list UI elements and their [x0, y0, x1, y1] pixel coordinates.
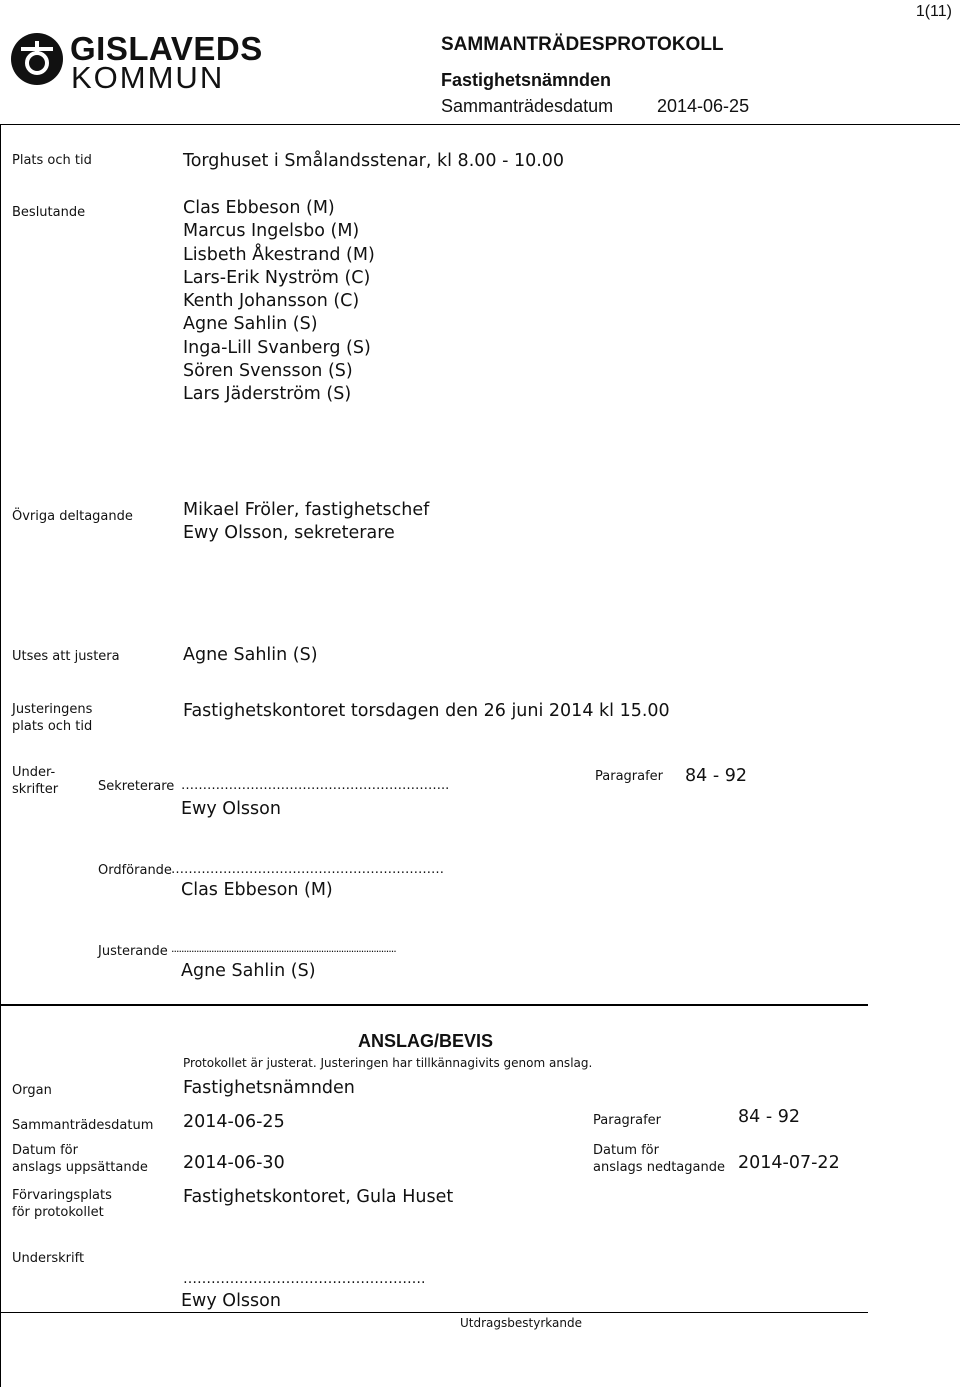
storage-value: Fastighetskontoret, Gula Huset [183, 1187, 454, 1207]
chair-signature-line: ……………………………………………………… [171, 862, 444, 877]
adjust-place-value: Fastighetskontoret torsdagen den 26 juni 2014 kl 15.00 [183, 701, 670, 721]
adjust-place-label-1: Justeringens [12, 702, 93, 717]
storage-label-1: Förvaringsplats [12, 1188, 112, 1203]
posted-label-2: anslags uppsättande [12, 1160, 148, 1175]
left-border [0, 124, 1, 1387]
header-divider [0, 124, 960, 125]
adjuster-signature-name: Agne Sahlin (S) [181, 961, 316, 981]
notice-date-value: 2014-06-25 [183, 1112, 285, 1132]
decision-maker: Lars-Erik Nyström (C) [183, 267, 371, 288]
other-participants-label: Övriga deltagande [12, 509, 133, 524]
decision-maker: Inga-Lill Svanberg (S) [183, 337, 371, 358]
decision-maker: Agne Sahlin (S) [183, 314, 318, 335]
decision-maker: Lisbeth Åkestrand (M) [183, 244, 375, 265]
notice-title: ANSLAG/BEVIS [358, 1031, 494, 1051]
notice-paragraphs-label: Paragrafer [593, 1113, 662, 1128]
adjust-place-label-2: plats och tid [12, 719, 93, 734]
decision-maker: Lars Jäderström (S) [183, 384, 352, 405]
secretary-name: Ewy Olsson [181, 799, 281, 819]
paragraphs-value: 84 - 92 [685, 766, 747, 786]
other-participant: Ewy Olsson, sekreterare [183, 523, 395, 544]
organ-value: Fastighetsnämnden [183, 1078, 355, 1098]
notice-signature-name: Ewy Olsson [181, 1291, 281, 1311]
removed-label-1: Datum för [593, 1143, 659, 1158]
signatures-label-1: Under- [12, 765, 56, 780]
notice-date-label: Sammanträdesdatum [12, 1118, 154, 1133]
adjuster-label: Utses att justera [12, 649, 120, 664]
notice-subtitle: Protokollet är justerat. Justeringen har tillkännagivits genom anslag. [183, 1056, 593, 1070]
page-number: 1(11) [915, 3, 952, 20]
header-date-label: Sammanträdesdatum [441, 96, 614, 116]
document-title: SAMMANTRÄDESPROTOKOLL [441, 34, 724, 55]
decision-makers-label: Beslutande [12, 205, 86, 220]
other-participants-list [183, 499, 429, 546]
bottom-divider [0, 1312, 868, 1313]
decision-maker: Kenth Johansson (C) [183, 291, 360, 312]
header-committee: Fastighetsnämnden [441, 70, 612, 90]
place-label: Plats och tid [12, 153, 92, 168]
signatures-label-2: skrifter [12, 782, 59, 797]
chair-label: Ordförande [98, 863, 172, 878]
organ-label: Organ [12, 1083, 52, 1098]
removed-label-2: anslags nedtagande [593, 1160, 725, 1175]
notice-signature-line: ……………………………………………. [183, 1271, 426, 1287]
paragraphs-label: Paragrafer [595, 769, 664, 784]
decision-makers-list [183, 197, 375, 407]
chair-name: Clas Ebbeson (M) [181, 880, 333, 900]
adjuster-signature-label: Justerande [98, 944, 168, 959]
adjuster-value: Agne Sahlin (S) [183, 645, 318, 665]
logo-name-line2: KOMMUN [71, 60, 225, 95]
secretary-signature-line: …………………………………………………….. [181, 778, 450, 793]
posted-value: 2014-06-30 [183, 1153, 285, 1173]
section-divider [0, 1004, 868, 1006]
decision-maker: Marcus Ingelsbo (M) [183, 221, 360, 242]
place-value: Torghuset i Smålandsstenar, kl 8.00 - 10.00 [183, 151, 565, 171]
adjuster-signature-line: .......................................................................................... [171, 942, 396, 955]
posted-label-1: Datum för [12, 1143, 78, 1158]
other-participant: Mikael Fröler, fastighetschef [183, 500, 430, 520]
certifier-label: Utdragsbestyrkande [460, 1316, 582, 1330]
secretary-label: Sekreterare [98, 779, 175, 794]
header-date-value: 2014-06-25 [657, 96, 750, 116]
logo-name-line1: GISLAVEDS [70, 30, 263, 67]
decision-maker: Clas Ebbeson (M) [183, 198, 335, 218]
gislaved-emblem-icon [10, 32, 64, 86]
removed-value: 2014-07-22 [738, 1153, 840, 1173]
signature-label: Underskrift [12, 1251, 85, 1266]
decision-maker: Sören Svensson (S) [183, 361, 353, 382]
notice-paragraphs-value: 84 - 92 [738, 1107, 800, 1127]
storage-label-2: för protokollet [12, 1205, 104, 1220]
